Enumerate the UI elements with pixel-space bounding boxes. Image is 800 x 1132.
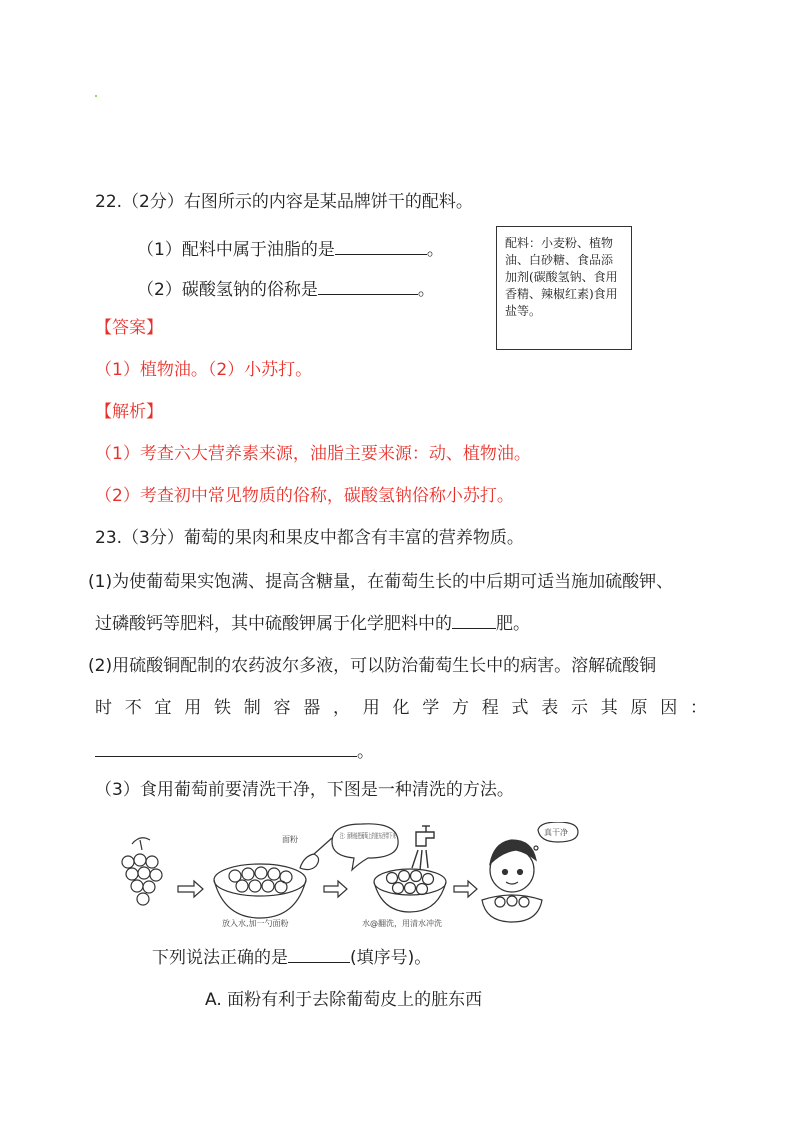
char: ：: [690, 698, 707, 718]
q23-p2-line2: [95, 696, 707, 720]
q22-sub2: [137, 276, 435, 302]
arrow-right-icon: [324, 881, 347, 897]
bubble-text: 注：面粉能把葡萄上的脏东西带下来: [340, 832, 452, 840]
char: 化: [392, 698, 410, 718]
analysis-line-1: （1）考查六大营养素来源，油脂主要来源：动、植物油。: [95, 444, 531, 464]
q23-p3: （3）食用葡萄前要清洗干净，下图是一种清洗的方法。: [95, 780, 514, 800]
q23-p1-line2-text: 过磷酸钙等肥料，其中硫酸钾属于化学肥料中的: [95, 614, 452, 634]
faucet-icon: [412, 826, 434, 870]
spoon-icon: [300, 838, 332, 870]
grapes-icon: [122, 838, 162, 905]
q23-p1-line2-end: 肥。: [496, 614, 530, 634]
q23-blank3[interactable]: [288, 944, 350, 963]
child-eating-icon: [482, 840, 542, 922]
q22-stem: 22.（2分）右图所示的内容是某品牌饼干的配料。: [95, 192, 473, 212]
q22-sub2-text: （2）碳酸氢钠的俗称是: [137, 280, 318, 300]
q23-blank1[interactable]: [452, 610, 496, 629]
char: 用: [362, 698, 380, 718]
char: 制: [243, 698, 261, 718]
char: 宜: [154, 698, 172, 718]
q22-sub2-end: 。: [417, 280, 435, 300]
q23-p2-line1: (2)用硫酸铜配制的农药波尔多液，可以防治葡萄生长中的病害。溶解硫酸铜: [88, 656, 657, 676]
bowl-with-grapes-icon: [214, 864, 306, 918]
q22-blank1[interactable]: [335, 236, 427, 255]
option-a[interactable]: A. 面粉有利于去除葡萄皮上的脏东西: [205, 990, 483, 1010]
char: 因: [660, 698, 678, 718]
caption-2: 水@翻洗，用清水冲洗: [362, 919, 442, 928]
answer-label: 【答案】: [95, 318, 163, 338]
q23-p2-line3: [95, 738, 374, 764]
q22-sub1: [137, 236, 444, 262]
q23-stem: 23.（3分）葡萄的果肉和果皮中都含有丰富的营养物质。: [95, 528, 524, 548]
q23-blank2[interactable]: [95, 738, 357, 757]
q23-prompt-text: 下列说法正确的是: [152, 948, 288, 968]
char: 学: [422, 698, 440, 718]
note-bubble-icon: [332, 824, 452, 870]
analysis-label: 【解析】: [95, 402, 163, 422]
char: 用: [184, 698, 202, 718]
char: 不: [124, 698, 142, 718]
char: 式: [511, 698, 529, 718]
arrow-right-icon: [178, 881, 203, 897]
char: 铁: [214, 698, 231, 718]
char: 其: [600, 698, 618, 718]
q22-blank2[interactable]: [318, 276, 418, 295]
q22-sub1-end: 。: [426, 240, 444, 260]
q23-p2-line3-end: 。: [357, 742, 374, 762]
thought-text: 真干净: [544, 828, 568, 837]
stray-dot: [95, 95, 97, 97]
char: 时: [95, 698, 112, 718]
bowl-with-grapes-icon: [374, 869, 446, 912]
char: 方: [452, 698, 469, 718]
answer-text: （1）植物油。（2）小苏打。: [95, 360, 313, 380]
q23-p1-line2: [95, 610, 530, 636]
char: 程: [481, 698, 499, 718]
q23-p1-line1: (1)为使葡萄果实饱满、提高含糖量，在葡萄生长的中后期可适当施加硫酸钾、: [88, 572, 674, 592]
caption-1: 放入水,加一勺面粉: [222, 919, 289, 928]
arrow-right-icon: [454, 881, 477, 897]
washing-grapes-illustration: [110, 822, 580, 932]
char: 表: [541, 698, 559, 718]
analysis-line-2: （2）考查初中常见物质的俗称，碳酸氢钠俗称小苏打。: [95, 486, 514, 506]
char: 原: [630, 698, 648, 718]
char: 器: [303, 698, 321, 718]
flour-label: 面粉: [282, 835, 298, 844]
q23-prompt-end: (填序号)。: [350, 948, 432, 968]
ingredients-box: 配料：小麦粉、植物油、白砂糖、食品添加剂(碳酸氢钠、食用香精、辣椒红素)食用盐等。: [496, 226, 632, 350]
q22-sub1-text: （1）配料中属于油脂的是: [137, 240, 335, 260]
q23-prompt: [152, 944, 431, 970]
char: 示: [571, 698, 588, 718]
char: ，: [333, 698, 350, 718]
char: 容: [273, 698, 291, 718]
